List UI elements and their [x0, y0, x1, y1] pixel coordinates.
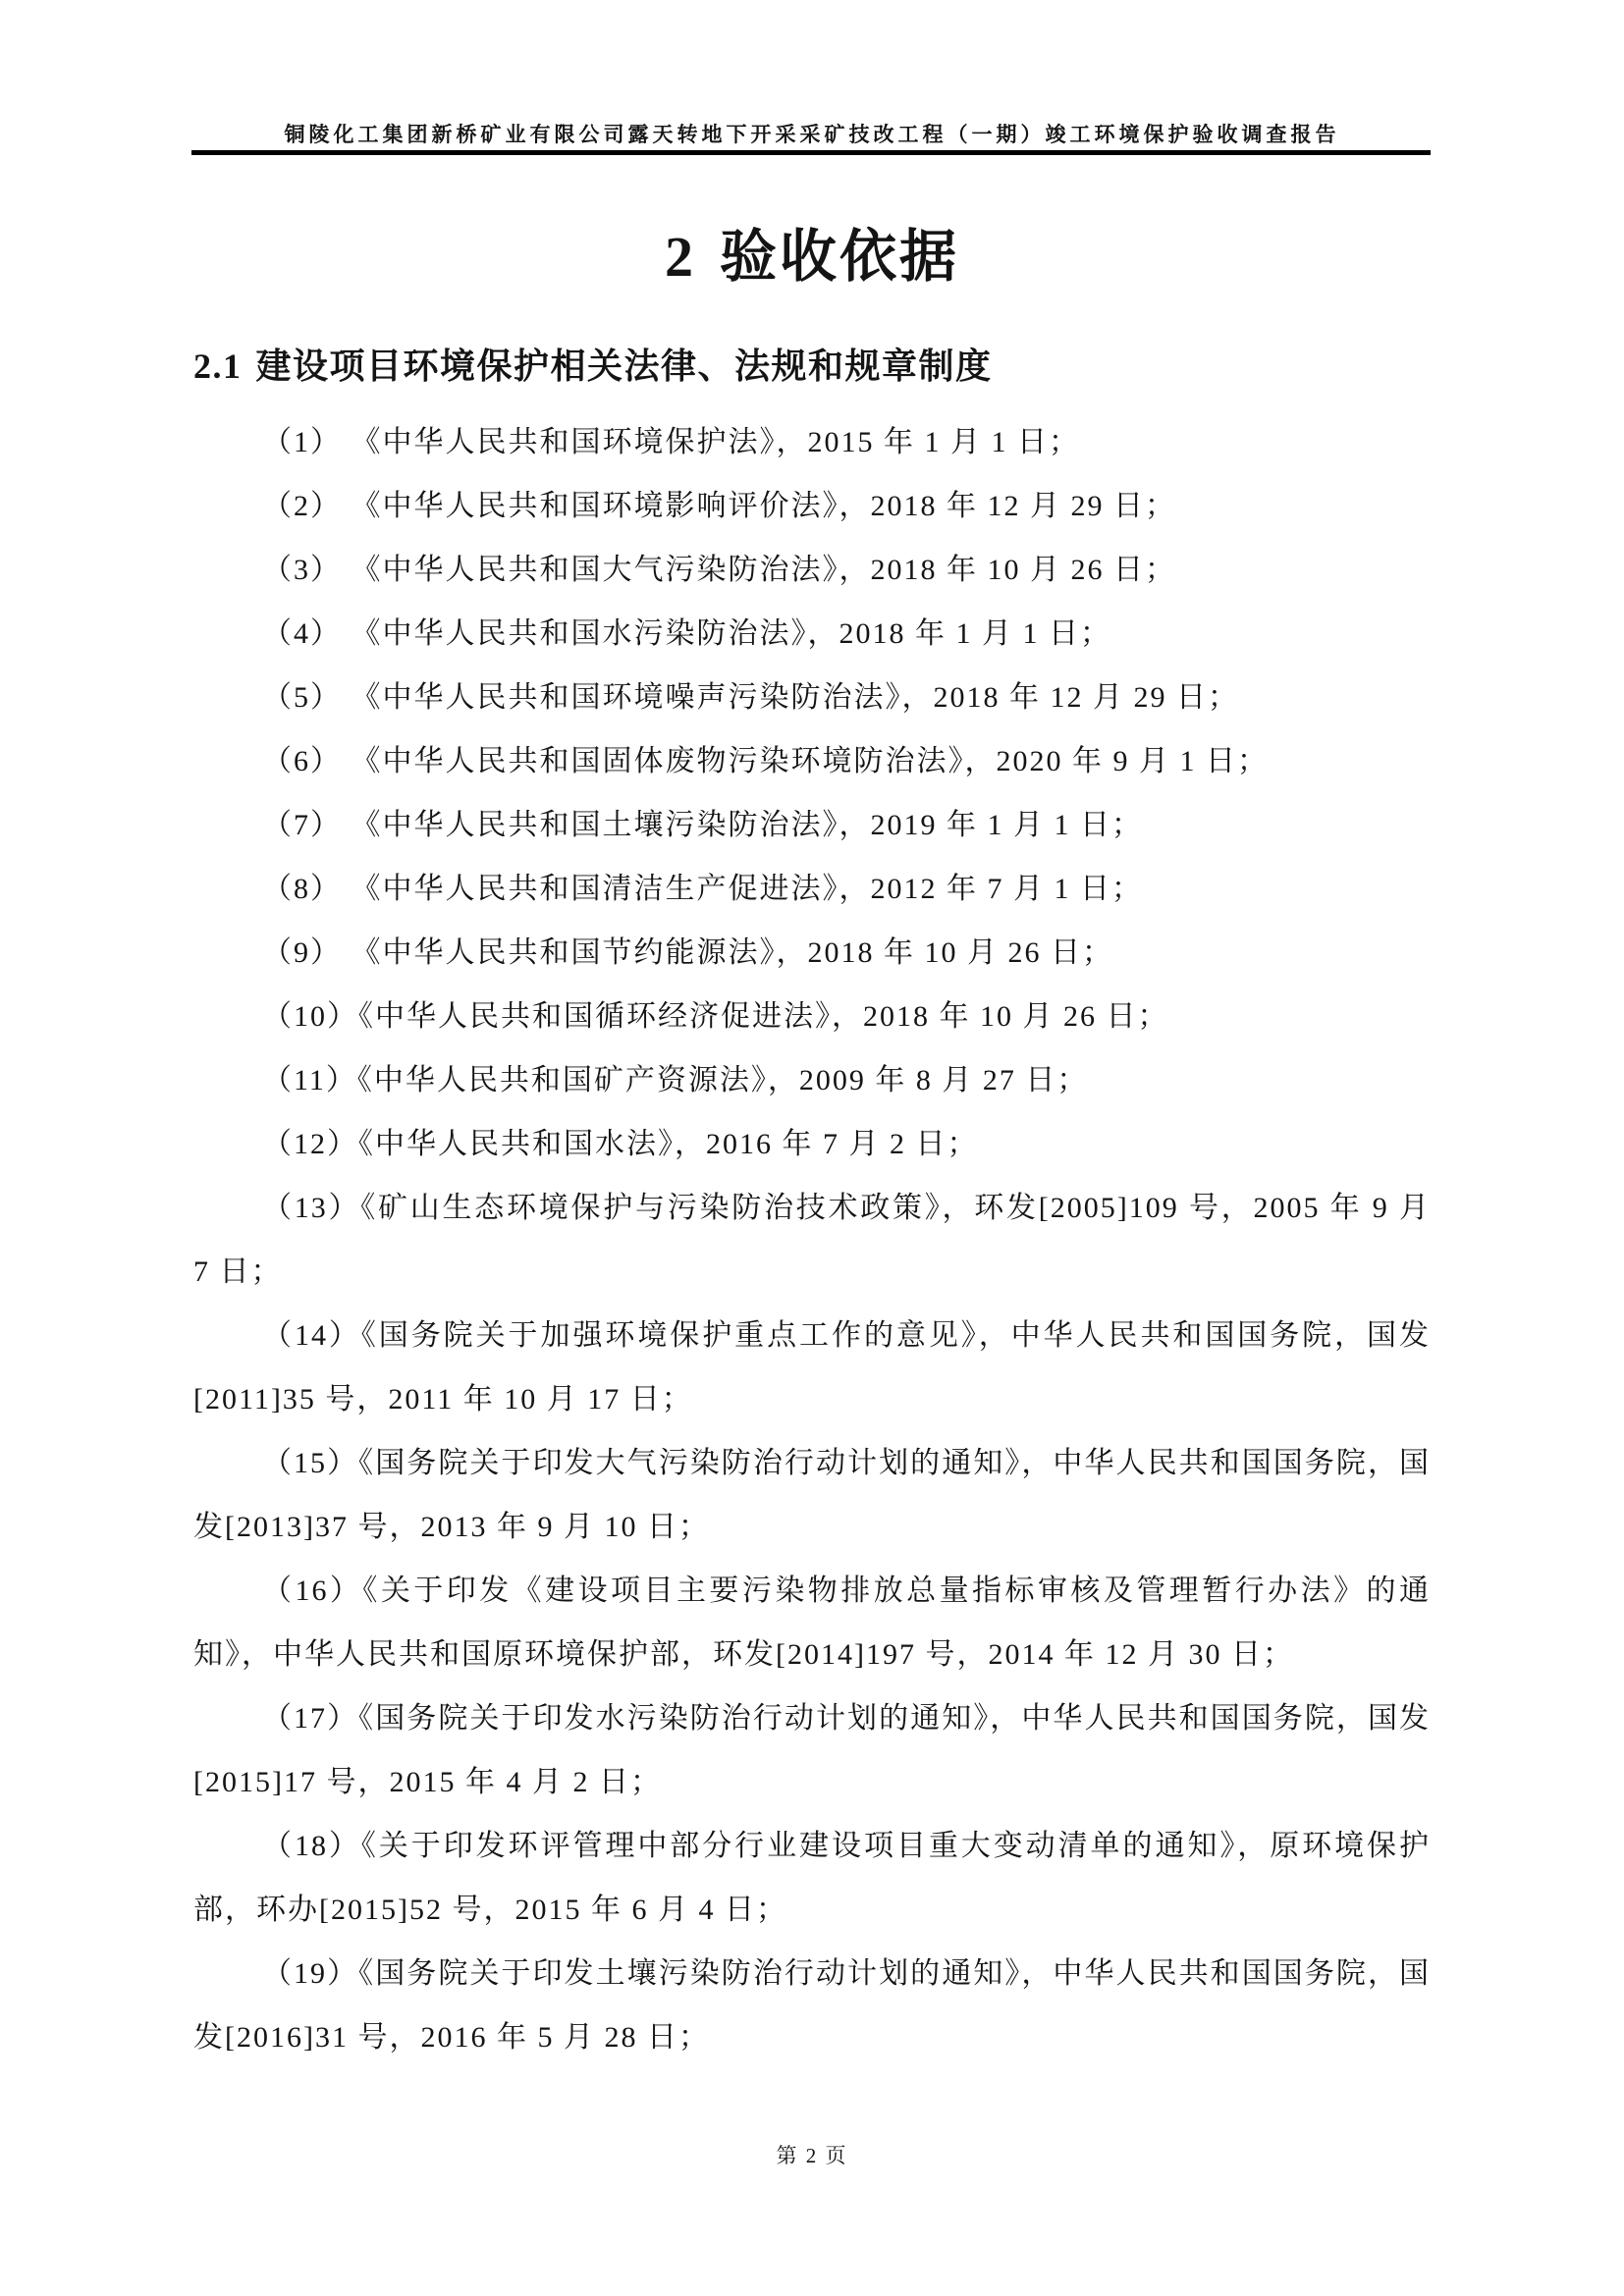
list-item: （11）《中华人民共和国矿产资源法》，2009 年 8 月 27 日； [262, 1064, 1089, 1096]
chapter-number: 2 [664, 225, 696, 289]
list-item: （19）《国务院关于印发土壤污染防治行动计划的通知》，中华人民共和国国务院，国发[2016]31 号，2016 年 5 月 28 日； [193, 1957, 1431, 2054]
running-header: 铜陵化工集团新桥矿业有限公司露天转地下开采采矿技改工程（一期）竣工环境保护验收调查报告 [284, 123, 1340, 146]
list-item: （5） 《中华人民共和国环境噪声污染防治法》，2018 年 12 月 29 日； [262, 681, 1239, 714]
legal-references-list [193, 410, 1431, 2069]
list-item: （8） 《中华人民共和国清洁生产促进法》，2012 年 7 月 1 日； [262, 873, 1143, 905]
list-item: （7） 《中华人民共和国土壤污染防治法》，2019 年 1 月 1 日； [262, 809, 1143, 841]
list-item: （15）《国务院关于印发大气污染防治行动计划的通知》，中华人民共和国国务院，国发[2013]37 号，2013 年 9 月 10 日； [193, 1447, 1431, 1543]
list-item: （10）《中华人民共和国循环经济促进法》，2018 年 10 月 26 日； [262, 1000, 1169, 1033]
chapter-title-text: 验收依据 [719, 225, 959, 289]
list-item: （12）《中华人民共和国水法》，2016 年 7 月 2 日； [262, 1128, 979, 1160]
section-heading-text: 建设项目环境保护相关法律、法规和规章制度 [255, 347, 993, 386]
section-number: 2.1 [193, 347, 243, 386]
chapter-title [0, 222, 1624, 293]
list-item: （4） 《中华人民共和国水污染防治法》，2018 年 1 月 1 日； [262, 617, 1111, 650]
list-item: （2） 《中华人民共和国环境影响评价法》，2018 年 12 月 29 日； [262, 490, 1176, 522]
header-rule-divider [191, 150, 1431, 155]
list-item: （17）《国务院关于印发水污染防治行动计划的通知》，中华人民共和国国务院，国发[2015]17 号，2015 年 4 月 2 日； [193, 1702, 1431, 1798]
list-item: （14）《国务院关于加强环境保护重点工作的意见》，中华人民共和国国务院，国发[2011]35 号，2011 年 10 月 17 日； [193, 1319, 1431, 1415]
section-heading [193, 344, 1431, 389]
list-item: （18）《关于印发环评管理中部分行业建设项目重大变动清单的通知》，原环境保护部，环办[2015]52 号，2015 年 6 月 4 日； [193, 1830, 1431, 1926]
list-item: （1） 《中华人民共和国环境保护法》，2015 年 1 月 1 日； [262, 426, 1080, 458]
page-number: 第 2 页 [776, 2144, 848, 2167]
list-item: （6） 《中华人民共和国固体废物污染环境防治法》，2020 年 9 月 1 日； [262, 745, 1269, 777]
list-item: （9） 《中华人民共和国节约能源法》，2018 年 10 月 26 日； [262, 936, 1113, 969]
list-item: （3） 《中华人民共和国大气污染防治法》，2018 年 10 月 26 日； [262, 554, 1176, 586]
list-item: （13）《矿山生态环境保护与污染防治技术政策》，环发[2005]109 号，2005 年 9 月 7 日； [193, 1192, 1431, 1288]
list-item: （16）《关于印发《建设项目主要污染物排放总量指标审核及管理暂行办法》的通知》，中华人民共和国原环境保护部，环发[2014]197 号，2014 年 12 月 30 日； [193, 1575, 1431, 1671]
